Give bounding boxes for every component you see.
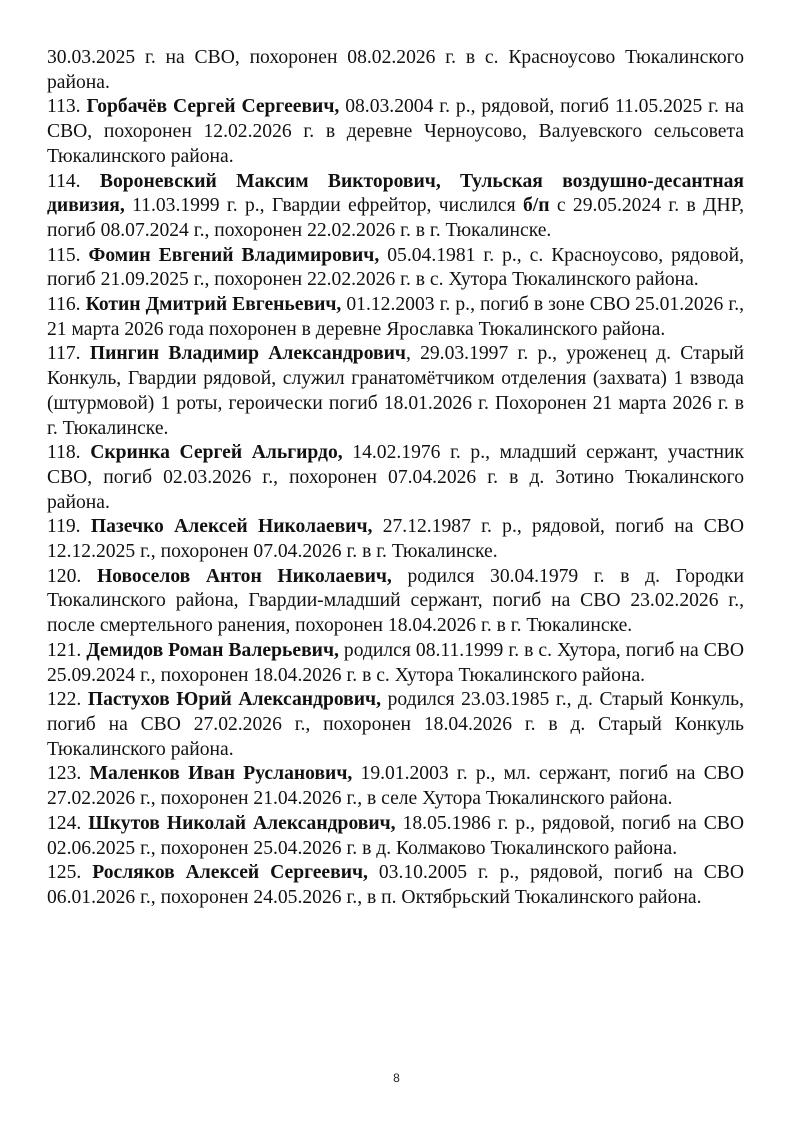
entry-text: 11.03.1999 г. р., Гвардии ефрейтор, числился xyxy=(132,195,516,217)
entry-123 xyxy=(47,762,744,811)
entry-name: Пингин Владимир Александрович xyxy=(89,343,406,365)
entry-name: Росляков Алексей Сергеевич, xyxy=(92,862,368,884)
entry-119 xyxy=(47,515,744,564)
entry-number: 118. xyxy=(47,442,81,464)
entry-name: Вороневский Максим Викторович, Тульская воздушно-десантная дивизия, xyxy=(47,170,744,217)
entry-117 xyxy=(47,342,744,441)
entry-name: Новоселов Антон Николаевич, xyxy=(96,565,392,587)
entry-number: 114. xyxy=(47,170,81,192)
entry-number: 120. xyxy=(47,565,82,587)
entry-text: , 29.03.1997 г. р., уроженец д. Старый Конкуль, Гвардии рядовой, служил гранатомётчиком отделения (захвата) 1 взвода (штурмовой) 1 роты, героически погиб 18.01.2026 г. Похоронен 21 марта 2026 г. в г. Тюкалинске. xyxy=(47,343,745,439)
entry-number: 124. xyxy=(47,812,82,834)
entry-text: родился 08.11.1999 г. в с. Хутора, погиб на СВО 25.09.2024 г., похоронен 18.04.2026 г. в с. Хутора Тюкалинского района. xyxy=(47,639,744,686)
entry-name: Фомин Евгений Владимирович, xyxy=(88,244,380,266)
entry-name: Котин Дмитрий Евгеньевич, xyxy=(85,294,342,316)
entry-name: Пазечко Алексей Николаевич, xyxy=(90,516,373,538)
entry-number: 123. xyxy=(47,763,82,785)
entry-number: 117. xyxy=(47,343,81,365)
entry-name: Демидов Роман Валерьевич, xyxy=(86,639,339,661)
entry-text: 08.03.2004 г. р., рядовой, погиб 11.05.2025 г. на СВО, похоронен 12.02.2026 г. в деревне Черноусово, Валуевского сельсовета Тюкалинского района. xyxy=(47,96,744,167)
entry-125 xyxy=(47,861,744,910)
entry-name: Шкутов Николай Александрович, xyxy=(88,812,396,834)
continuation-text: 30.03.2025 г. на СВО, похоронен 08.02.2026 г. в с. Красноусово Тюкалинского района. xyxy=(47,47,744,93)
entry-113 xyxy=(47,95,744,169)
entry-number: 115. xyxy=(47,244,81,266)
entry-number: 121. xyxy=(47,639,82,661)
entry-115 xyxy=(47,244,744,293)
entry-number: 113. xyxy=(47,96,81,118)
entry-bold-status: б/п xyxy=(522,195,550,217)
entry-number: 125. xyxy=(47,862,82,884)
entry-text: 01.12.2003 г. р., погиб в зоне СВО 25.01.2026 г., 21 марта 2026 года похоронен в деревне Ярославка Тюкалинского района. xyxy=(47,294,744,340)
entry-text: 27.12.1987 г. р., рядовой, погиб на СВО 12.12.2025 г., похоронен 07.04.2026 г. в г. Тюкалинске. xyxy=(47,516,745,563)
entry-116 xyxy=(47,293,744,342)
entry-name: Горбачёв Сергей Сергеевич, xyxy=(86,96,340,118)
entry-name: Маленков Иван Русланович, xyxy=(89,763,353,785)
entry-number: 122. xyxy=(47,689,82,711)
entry-text: 14.02.1976 г. р., младший сержант, участник СВО, погиб 02.03.2026 г., похоронен 07.04.2026 г. в д. Зотино Тюкалинского района. xyxy=(47,442,745,513)
entry-124 xyxy=(47,812,744,861)
continuation-paragraph xyxy=(47,46,744,95)
entry-122 xyxy=(47,688,744,762)
entry-text: родился 30.04.1979 г. в д. Городки Тюкалинского района, Гвардии-младший сержант, погиб на СВО 23.02.2026 г., после смертельного ранения, похоронен 18.04.2026 г. в г. Тюкалинске. xyxy=(47,565,744,637)
entry-number: 119. xyxy=(47,516,81,538)
page-number: 8 xyxy=(393,1071,400,1085)
entry-text-continued: с 29.05.2024 г. в ДНР, погиб 08.07.2024 г., похоронен 22.02.2026 г. в г. Тюкалинске. xyxy=(47,195,744,241)
entry-text: 03.10.2005 г. р., рядовой, погиб на СВО 06.01.2026 г., похоронен 24.05.2026 г., в п. Октябрьский Тюкалинского района. xyxy=(47,862,744,908)
entry-120 xyxy=(47,565,744,639)
document-body xyxy=(47,46,744,911)
entry-name: Пастухов Юрий Александрович, xyxy=(87,689,381,711)
entry-114 xyxy=(47,170,744,244)
entry-text: 05.04.1981 г. р., с. Красноусово, рядовой, погиб 21.09.2025 г., похоронен 22.02.2026 г. в с. Хутора Тюкалинского района. xyxy=(47,244,744,291)
entry-text: 19.01.2003 г. р., мл. сержант, погиб на СВО 27.02.2026 г., похоронен 21.04.2026 г., в селе Хутора Тюкалинского района. xyxy=(47,763,744,810)
entry-118 xyxy=(47,441,744,515)
entry-number: 116. xyxy=(47,294,81,316)
entry-name: Скринка Сергей Альгирдо, xyxy=(90,442,343,464)
entry-121 xyxy=(47,639,744,688)
entry-text: 18.05.1986 г. р., рядовой, погиб на СВО 02.06.2025 г., похоронен 25.04.2026 г. в д. Колмаково Тюкалинского района. xyxy=(47,812,745,859)
entry-text: родился 23.03.1985 г., д. Старый Конкуль, погиб на СВО 27.02.2026 г., похоронен 18.04.2026 г. в д. Старый Конкуль Тюкалинского района. xyxy=(47,689,744,760)
